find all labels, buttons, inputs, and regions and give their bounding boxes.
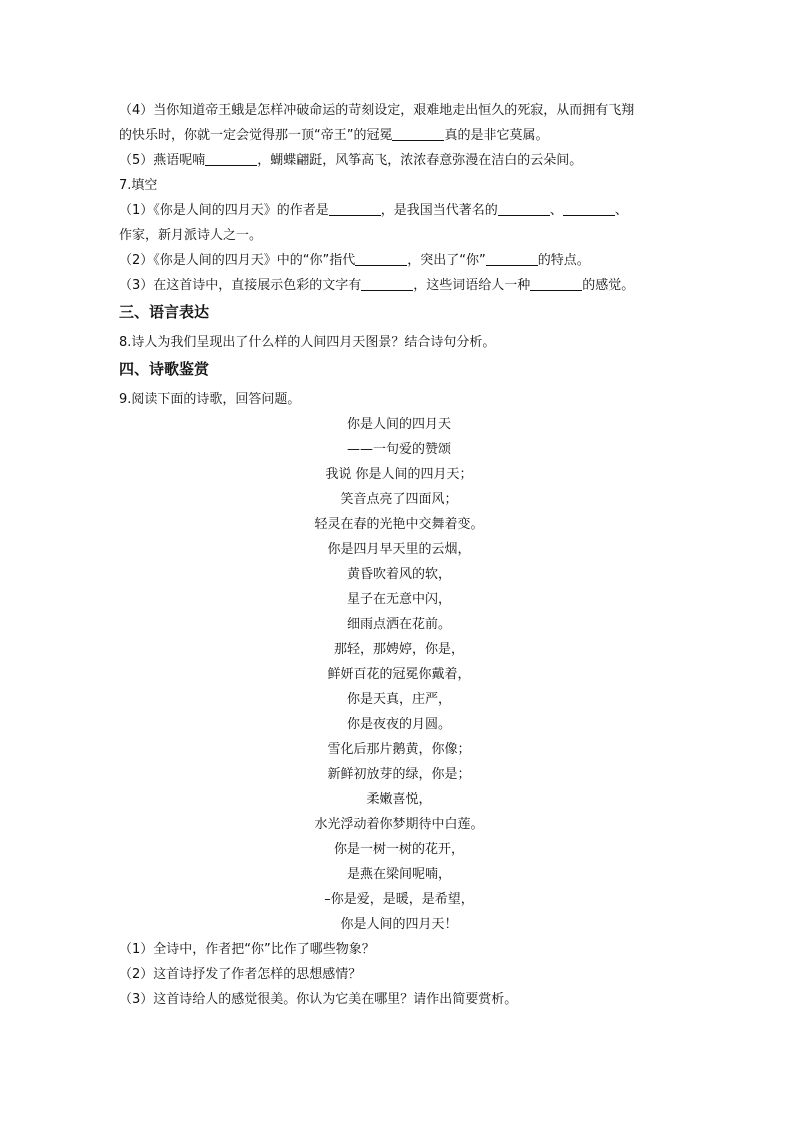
q7-item1-text-mid: ，是我国当代著名的 — [380, 203, 498, 218]
poem-line: 细雨点洒在花前。 — [346, 617, 451, 632]
q7-item1-line2 — [119, 223, 679, 248]
q7-item2-line — [119, 248, 679, 273]
q9-item3-text: （3）这首诗给人的感觉很美。你认为它美在哪里？请作出简要赏析。 — [119, 992, 518, 1007]
q7-item1-text-end: 、 — [614, 203, 628, 218]
q6-item4-text-b-post: 真的是非它莫属。 — [444, 128, 549, 143]
q6-item4-line1 — [119, 98, 679, 123]
q8-text: 8.诗人为我们呈现出了什么样的人间四月天图景？结合诗句分析。 — [119, 335, 496, 350]
q7-item1-text-sep: 、 — [549, 203, 563, 218]
q7-item3-line — [119, 273, 679, 298]
q9-item1-text: （1）全诗中，作者把“你”比作了哪些物象？ — [119, 942, 375, 957]
exam-page — [119, 98, 679, 1012]
q7-item1-blank-role2[interactable] — [563, 201, 615, 216]
section3-heading — [119, 298, 679, 326]
q6-item4-text-a: （4）当你知道帝王蛾是怎样冲破命运的苛刻设定，艰难地走出恒久的死寂，从而拥有飞翔 — [119, 103, 635, 118]
q6-item4-blank[interactable] — [392, 126, 444, 141]
q7-item1-blank-author[interactable] — [329, 201, 381, 216]
section3-heading-text: 三、语言表达 — [119, 303, 210, 321]
section4-heading — [119, 355, 679, 383]
poem-line: 柔嫩喜悦， — [366, 792, 432, 807]
q7-item2-text-post: 的特点。 — [537, 253, 590, 268]
q7-item3-text-pre: （3）在这首诗中，直接展示色彩的文字有 — [119, 278, 362, 293]
q7-item3-blank-feeling[interactable] — [530, 276, 582, 291]
q7-item3-text-mid: ，这些词语给人一种 — [413, 278, 531, 293]
q7-item1-text-b: 作家，新月派诗人之一。 — [119, 228, 263, 243]
poem-line: 你是四月早天里的云烟， — [327, 542, 471, 557]
poem-line: 是燕在梁间呢喃， — [346, 867, 451, 882]
q9-item1-line — [119, 937, 679, 962]
poem-line: 水光浮动着你梦期待中白莲。 — [314, 817, 484, 832]
q7-item3-blank-colors[interactable] — [361, 276, 413, 291]
q7-item3-text-post: 的感觉。 — [582, 278, 635, 293]
poem-line: 雪化后那片鹅黄，你像； — [327, 742, 471, 757]
poem-line: 新鲜初放芽的绿，你是； — [327, 767, 471, 782]
q8-line — [119, 330, 679, 355]
poem-line: 轻灵在春的光艳中交舞着变。 — [314, 517, 484, 532]
q9-item2-line — [119, 962, 679, 987]
q6-item4-text-b-pre: 的快乐时，你就一定会觉得那一顶“帝王”的冠冕 — [119, 128, 393, 143]
q7-item1-text-pre: （1）《你是人间的四月天》的作者是 — [119, 203, 329, 218]
poem-line: 鲜妍百花的冠冕你戴着， — [327, 667, 471, 682]
poem-line: 你是天真，庄严， — [346, 692, 451, 707]
poem-line: ——一句爱的赞颂 — [346, 442, 451, 457]
poem-line: 你是人间的四月天！ — [340, 917, 458, 932]
q7-title — [119, 173, 679, 198]
q6-item5-text-pre: （5）燕语呢喃 — [119, 153, 206, 168]
q7-item2-blank-trait[interactable] — [486, 251, 538, 266]
q7-item2-text-mid: ，突出了“你” — [407, 253, 486, 268]
poem-line: 我说 你是人间的四月天； — [325, 467, 473, 482]
poem-line: 那轻，那娉婷，你是， — [333, 642, 464, 657]
poem-line: 你是夜夜的月圆。 — [346, 717, 451, 732]
q6-item5-line — [119, 148, 679, 173]
q6-item5-blank[interactable] — [205, 151, 257, 166]
q6-item5-text-post: ，蝴蝶翩跹，风筝高飞，浓浓春意弥漫在洁白的云朵间。 — [257, 153, 583, 168]
poem-line: –你是爱，是暖，是希望， — [324, 892, 474, 907]
q7-item2-text-pre: （2）《你是人间的四月天》中的“你”指代 — [119, 253, 356, 268]
q9-line — [119, 387, 679, 412]
poem-line: 你是一树一树的花开， — [333, 842, 464, 857]
q7-item2-blank-refers[interactable] — [355, 251, 407, 266]
q7-title-text: 7.填空 — [119, 178, 158, 193]
q6-item4-line2 — [119, 123, 679, 148]
poem-block — [119, 412, 679, 937]
section4-heading-text: 四、诗歌鉴赏 — [119, 360, 210, 378]
poem-line: 笑音点亮了四面风； — [340, 492, 458, 507]
q7-item1-line1 — [119, 198, 679, 223]
poem-line: 你是人间的四月天 — [346, 417, 451, 432]
q7-item1-blank-role1[interactable] — [498, 201, 550, 216]
q9-item3-line — [119, 987, 679, 1012]
q9-text: 9.阅读下面的诗歌，回答问题。 — [119, 392, 301, 407]
q9-item2-text: （2）这首诗抒发了作者怎样的思想感情？ — [119, 967, 362, 982]
poem-line: 星子在无意中闪， — [346, 592, 451, 607]
poem-line: 黄昏吹着风的软， — [346, 567, 451, 582]
